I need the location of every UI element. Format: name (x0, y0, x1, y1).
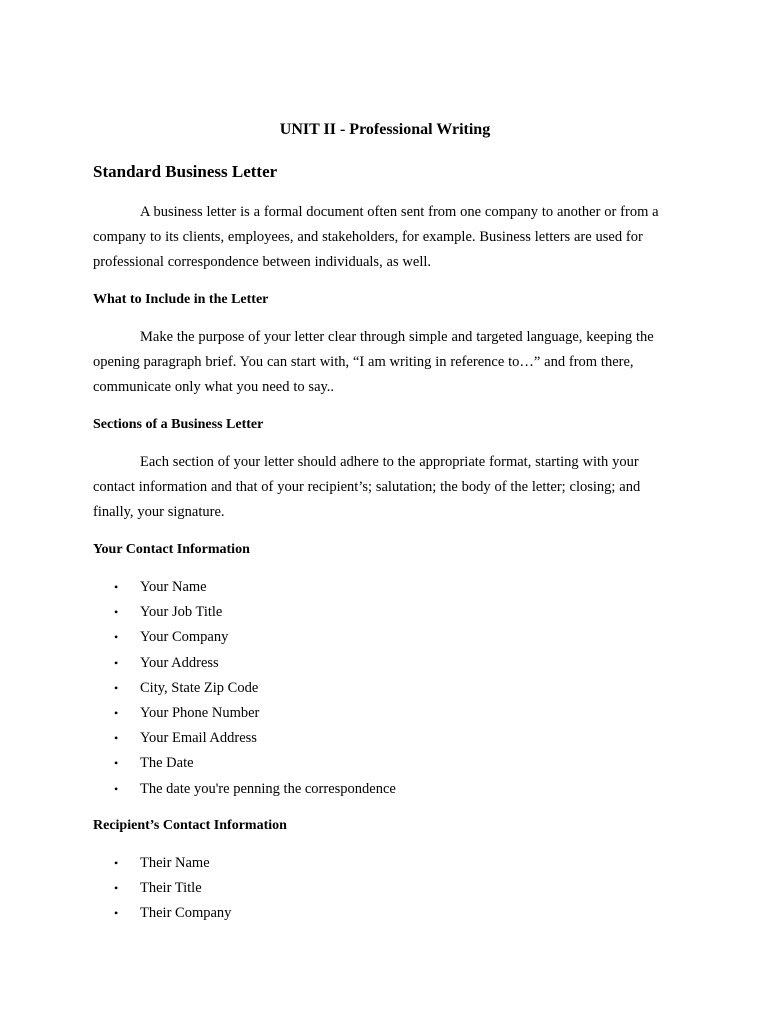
section-paragraph-what-to-include: Make the purpose of your letter clear through simple and targeted language, keeping the opening paragraph brief. You can start with, “I am writing in reference to…” and from there, communicate only what you need to say.. (93, 329, 654, 396)
your-contact-info-list (93, 575, 396, 802)
list-item (93, 777, 396, 802)
intro-paragraph: A business letter is a formal document often sent from one company to another or from a company to its clients, employees, and stakeholders, for example. Business letters are used for professional correspondence between individuals, as well. (93, 204, 659, 271)
list-item-text: Their Name (140, 855, 210, 871)
bullet-icon: • (114, 680, 119, 695)
list-item-text: Your Job Title (140, 604, 223, 621)
document-subtitle: Standard Business Letter (93, 162, 278, 181)
list-item (93, 726, 396, 751)
bullet-icon: • (114, 756, 119, 771)
list-item (93, 651, 396, 676)
list-item (93, 876, 231, 901)
list-item (93, 575, 396, 600)
bullet-icon: • (114, 605, 119, 620)
list-item (93, 625, 396, 650)
list-item-text: Their Company (140, 905, 232, 922)
list-item (93, 676, 396, 701)
section-paragraph-sections-of-letter: Each section of your letter should adhere to the appropriate format, starting with your contact information and that of your recipient’s; salutation; the body of the letter; closing; and finally, your signature. (93, 454, 641, 521)
list-item-text: The date you're penning the correspondence (140, 780, 396, 797)
list-item-text: Their Title (140, 880, 202, 897)
bullet-icon: • (114, 906, 119, 921)
list-item-text: City, State Zip Code (140, 679, 259, 696)
list-item-text: Your Address (140, 654, 219, 671)
list-item-text: Your Company (140, 629, 229, 646)
list-item-text: The Date (140, 755, 194, 772)
recipient-contact-info-list (93, 851, 231, 927)
list-item (93, 901, 231, 926)
bullet-icon: • (114, 856, 119, 870)
section-heading-recipient-contact-info: Recipient’s Contact Information (93, 818, 287, 833)
bullet-icon: • (114, 580, 119, 594)
page-title: UNIT II - Professional Writing (279, 121, 491, 138)
list-item-text: Your Name (140, 579, 207, 595)
list-item-text: Your Phone Number (140, 704, 260, 721)
list-item (93, 701, 396, 726)
list-item-text: Your Email Address (140, 730, 257, 747)
bullet-icon: • (114, 881, 119, 896)
list-item (93, 851, 231, 876)
bullet-icon: • (114, 705, 119, 720)
list-item (93, 751, 396, 776)
section-heading-your-contact-info: Your Contact Information (93, 542, 250, 557)
bullet-icon: • (114, 630, 119, 645)
bullet-icon: • (114, 731, 119, 746)
section-heading-what-to-include: What to Include in the Letter (93, 292, 269, 307)
bullet-icon: • (114, 655, 119, 670)
section-heading-sections-of-letter: Sections of a Business Letter (93, 417, 264, 432)
list-item (93, 600, 396, 625)
bullet-icon: • (114, 781, 119, 796)
